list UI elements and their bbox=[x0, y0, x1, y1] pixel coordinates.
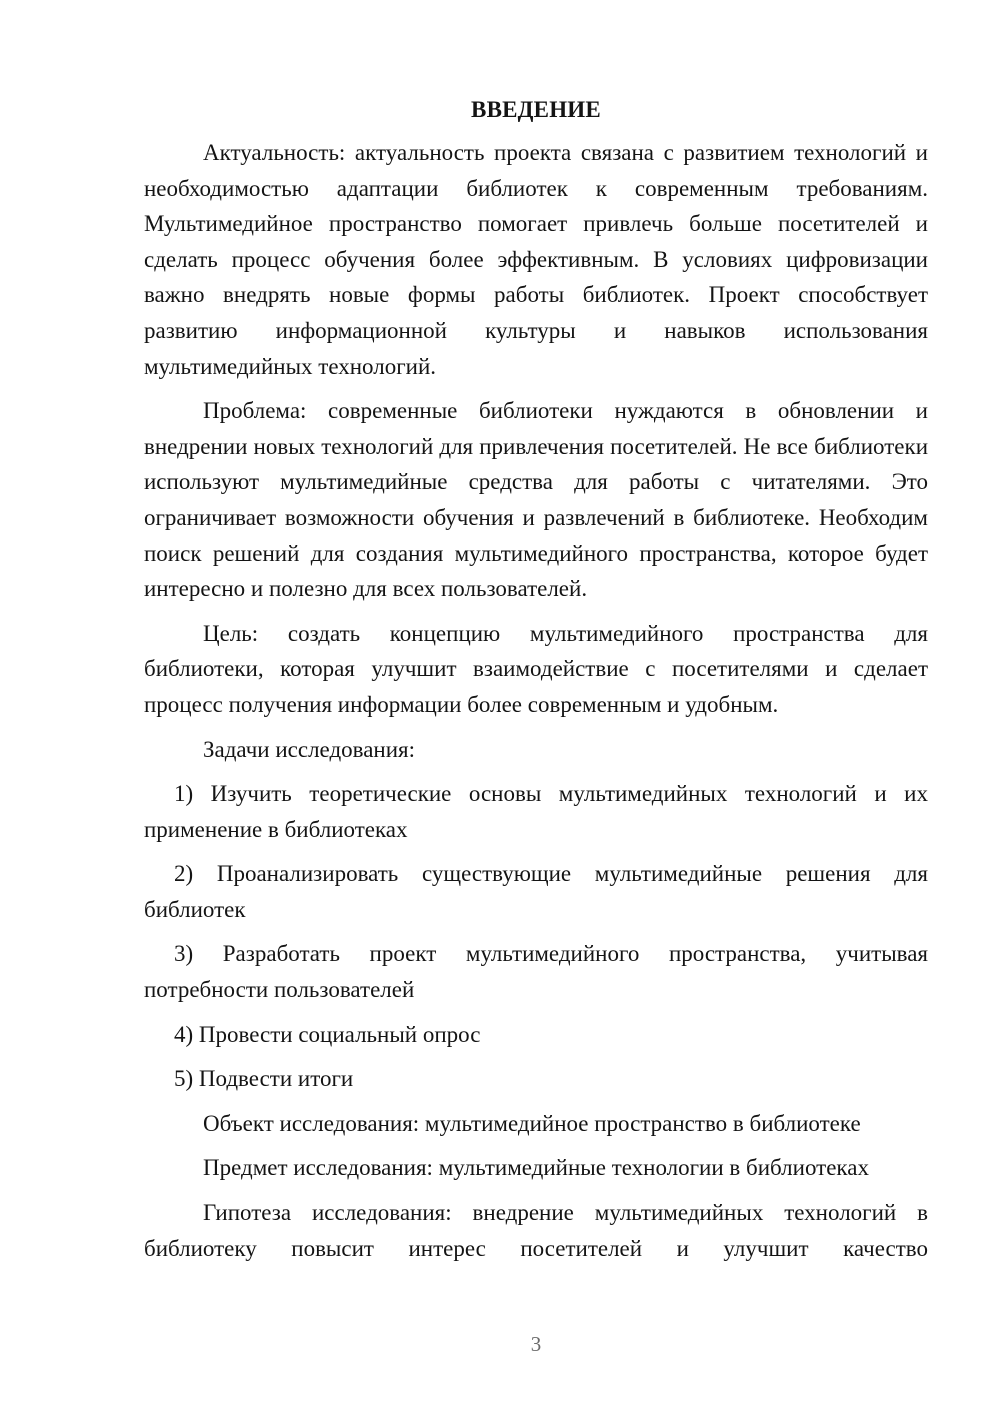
task-item-5: 5) Подвести итоги bbox=[174, 1066, 354, 1092]
paragraph-relevance: Актуальность: актуальность проекта связана с развитием технологий и необходимостью адаптации библиотек к современным требованиям. Мультимедийное пространство помогает привлечь больше посетителей и сделать процесс обучения более эффективным. В условиях цифровизации важно внедрять новые формы работы библиотек. Проект способствует развитию информационной культуры и навыков использования мультимедийных технологий. bbox=[144, 140, 928, 379]
paragraph-problem: Проблема: современные библиотеки нуждаются в обновлении и внедрении новых технологий для привлечения посетителей. Не все библиотеки используют мультимедийные средства для работы с читателями. Это ограничивает возможности обучения и развлечений в библиотеке. Необходим поиск решений для создания мультимедийного пространства, которое будет интересно и полезно для всех пользователей. bbox=[144, 398, 928, 602]
task-item-2: 2) Проанализировать существующие мультимедийные решения для библиотек bbox=[144, 861, 928, 922]
research-object: Объект исследования: мультимедийное пространство в библиотеке bbox=[203, 1110, 861, 1136]
tasks-heading: Задачи исследования: bbox=[203, 736, 416, 762]
task-item-4: 4) Провести социальный опрос bbox=[174, 1021, 481, 1047]
document-page bbox=[144, 96, 928, 1275]
task-item-3: 3) Разработать проект мультимедийного пространства, учитывая потребности пользователей bbox=[144, 941, 928, 1003]
task-item-1: 1) Изучить теоретические основы мультимедийных технологий и их применение в библиотеках bbox=[144, 781, 928, 842]
paragraph-goal: Цель: создать концепцию мультимедийного пространства для библиотеки, которая улучшит взаимодействие с посетителями и сделает процесс получения информации более современным и удобным. bbox=[144, 620, 928, 717]
research-subject: Предмет исследования: мультимедийные технологии в библиотеках bbox=[203, 1155, 869, 1181]
page-number: 3 bbox=[530, 1332, 542, 1356]
document-title: ВВЕДЕНИЕ bbox=[471, 97, 601, 122]
research-hypothesis: Гипотеза исследования: внедрение мультимедийных технологий в библиотеку повысит интерес посетителей и улучшит качество bbox=[144, 1200, 928, 1261]
